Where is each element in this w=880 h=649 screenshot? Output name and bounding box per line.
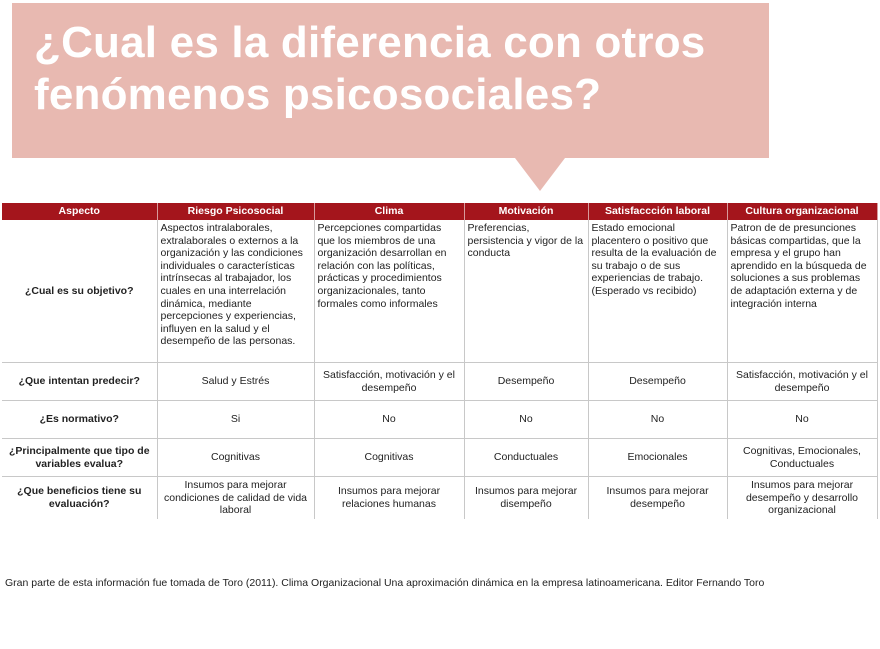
table-row (2, 220, 877, 363)
table-cell: Percepciones compartidas que los miembros de una organización desarrollan en relación con las políticas, prácticas y procedimientos organizacionales, tanto formales como informales (314, 220, 464, 363)
title-line-2: fenómenos psicosociales? (34, 70, 602, 119)
table-cell: Salud y Estrés (157, 363, 314, 401)
header-aspecto: Aspecto (2, 203, 157, 220)
table-cell: Insumos para mejorar desempeño y desarrollo organizacional (727, 477, 877, 519)
title-callout (12, 3, 769, 191)
header-satisfaccion-laboral: Satisfaccción laboral (588, 203, 727, 220)
table-cell: Cognitivas (314, 439, 464, 477)
table-cell: Insumos para mejorar condiciones de calidad de vida laboral (157, 477, 314, 519)
comparison-table (2, 203, 878, 519)
header-clima: Clima (314, 203, 464, 220)
table-cell: Preferencias, persistencia y vigor de la conducta (464, 220, 588, 363)
row-aspect-objetivo: ¿Cual es su objetivo? (2, 220, 157, 363)
table-cell: Aspectos intralaborales, extralaborales o externos a la organización y las condiciones individuales o características intrínsecas al trabajador, los cuales en una interrelación dinámica, mediante percepciones y experiencias, influyen en la salud y el desempeño de las personas. (157, 220, 314, 363)
table-cell: Estado emocional placentero o positivo que resulta de la evaluación de su trabajo o de sus experiencias de trabajo. (Esperado vs recibido) (588, 220, 727, 363)
header-cultura-organizacional: Cultura organizacional (727, 203, 877, 220)
row-aspect-normativo: ¿Es normativo? (2, 401, 157, 439)
table-cell: Cognitivas, Emocionales, Conductuales (727, 439, 877, 477)
table-row (2, 439, 877, 477)
title-line-1: ¿Cual es la diferencia con otros (34, 18, 706, 67)
table-cell: Conductuales (464, 439, 588, 477)
table-row (2, 401, 877, 439)
source-citation: Gran parte de esta información fue tomada de Toro (2011). Clima Organizacional Una aproximación dinámica en la empresa latinoamericana. Editor Fernando Toro (5, 577, 765, 589)
table-cell: Insumos para mejorar desempeño (588, 477, 727, 519)
header-riesgo-psicosocial: Riesgo Psicosocial (157, 203, 314, 220)
table-cell: No (727, 401, 877, 439)
table-row (2, 477, 877, 519)
header-motivacion: Motivación (464, 203, 588, 220)
table-cell: No (314, 401, 464, 439)
table-header-row (2, 203, 877, 220)
table-cell: No (464, 401, 588, 439)
table-row (2, 363, 877, 401)
comparison-table-container (2, 203, 877, 519)
table-cell: Insumos para mejorar relaciones humanas (314, 477, 464, 519)
table-cell: Emocionales (588, 439, 727, 477)
row-aspect-beneficios: ¿Que beneficios tiene su evaluación? (2, 477, 157, 519)
table-cell: Insumos para mejorar disempeño (464, 477, 588, 519)
table-cell: Desempeño (464, 363, 588, 401)
row-aspect-predecir: ¿Que intentan predecir? (2, 363, 157, 401)
page-title (34, 17, 774, 121)
row-aspect-variables: ¿Principalmente que tipo de variables evalua? (2, 439, 157, 477)
table-cell: Satisfacción, motivación y el desempeño (727, 363, 877, 401)
table-cell: No (588, 401, 727, 439)
table-cell: Cognitivas (157, 439, 314, 477)
table-cell: Desempeño (588, 363, 727, 401)
table-cell: Si (157, 401, 314, 439)
table-cell: Satisfacción, motivación y el desempeño (314, 363, 464, 401)
table-cell: Patron de de presunciones básicas compartidas, que la empresa y el grupo han aprendido en la búsqueda de soluciones a sus problemas de adaptación externa y de integración interna (727, 220, 877, 363)
